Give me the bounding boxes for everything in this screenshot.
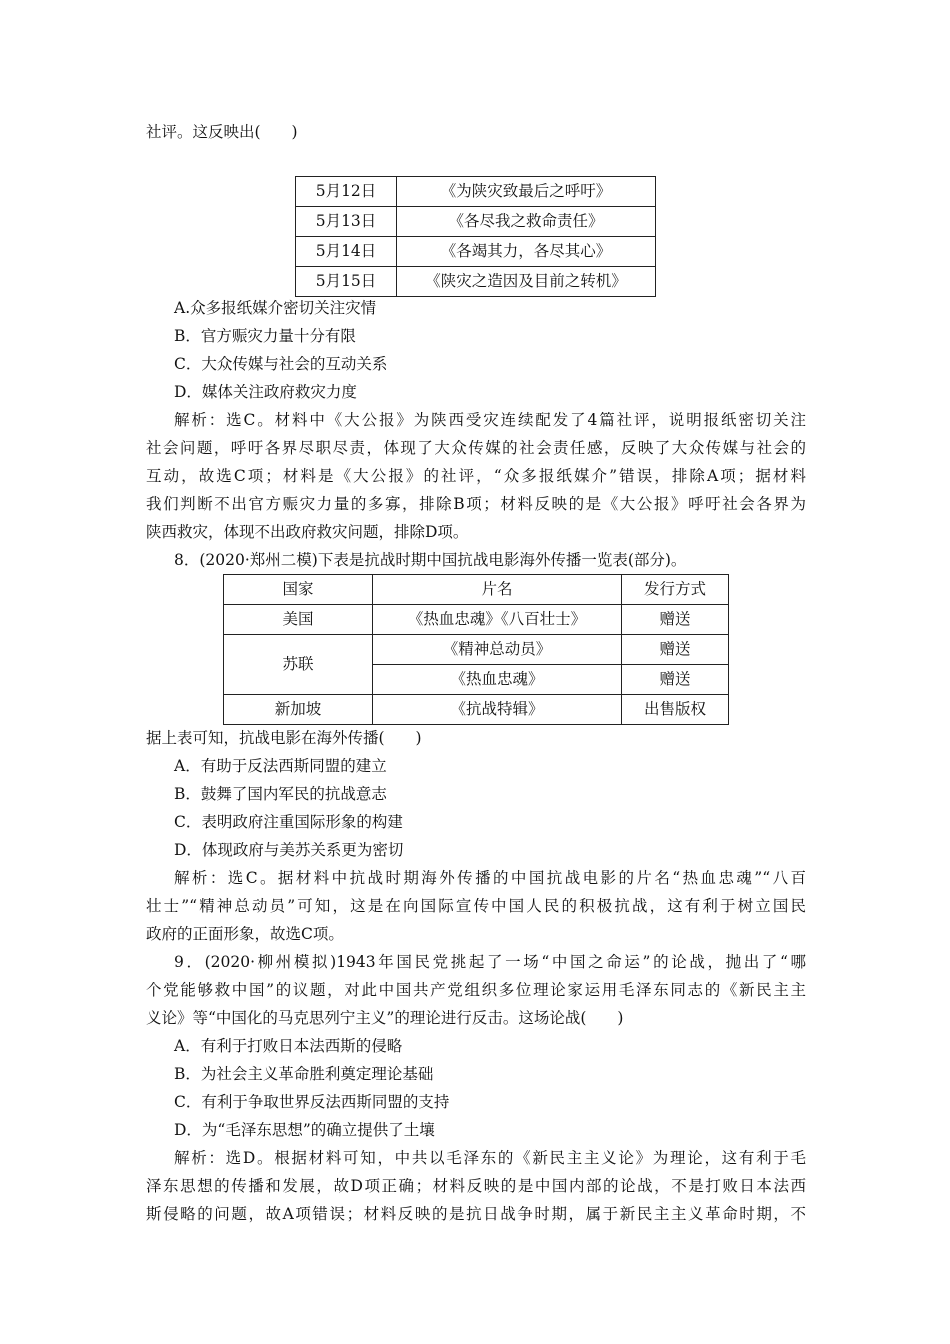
- q7-option-c: C．大众传媒与社会的互动关系: [174, 355, 388, 373]
- q9-stem-line: 义论》等“中国化的马克思列宁主义”的理论进行反击。这场论战( ): [146, 1009, 624, 1027]
- q8-method-cell: 出售版权: [622, 695, 729, 725]
- q9-analysis-line: 解析：选D。根据材料可知，中共以毛泽东的《新民主主义论》为理论，这有利于毛: [174, 1149, 806, 1167]
- q8-method-cell: 赠送: [622, 665, 729, 695]
- q8-analysis-line: 壮士”“精神总动员”可知，这是在向国际宣传中国人民的积极抗战，这有利于树立国民: [146, 897, 806, 915]
- q8-method-cell: 赠送: [622, 605, 729, 635]
- table-row: [296, 267, 656, 297]
- q7-option-a: A.众多报纸媒介密切关注灾情: [174, 299, 377, 317]
- table-row: [224, 635, 729, 665]
- q7-stem-tail: 社评。这反映出( ): [146, 123, 298, 141]
- q7-title-cell: 《为陕灾致最后之呼吁》: [397, 177, 656, 207]
- table-row: [296, 237, 656, 267]
- q7-title-cell: 《各竭其力，各尽其心》: [397, 237, 656, 267]
- q8-table: [223, 574, 729, 725]
- q7-title-cell: 《各尽我之救命责任》: [397, 207, 656, 237]
- table-row: [224, 695, 729, 725]
- q9-stem-line: 个党能够救中国”的议题，对此中国共产党组织多位理论家运用毛泽东同志的《新民主主: [146, 981, 806, 999]
- q7-analysis-line: 解析：选C。材料中《大公报》为陕西受灾连续配发了4篇社评，说明报纸密切关注: [174, 411, 806, 429]
- q9-stem-line: 9．(2020·柳州模拟)1943年国民党挑起了一场“中国之命运”的论战，抛出了“哪: [174, 953, 806, 971]
- q7-analysis-line: 互动，故选C项；材料是《大公报》的社评，“众多报纸媒介”错误，排除A项；据材料: [146, 467, 806, 485]
- q8-country-cell: 新加坡: [224, 695, 373, 725]
- q7-analysis-line: 社会问题，呼吁各界尽职尽责，体现了大众传媒的社会责任感，反映了大众传媒与社会的: [146, 439, 806, 457]
- q9-analysis-line: 泽东思想的传播和发展，故D项正确；材料反映的是中国内部的论战，不是打败日本法西: [146, 1177, 806, 1195]
- q8-analysis-line: 解析：选C。据材料中抗战时期海外传播的中国抗战电影的片名“热血忠魂”“八百: [174, 869, 806, 887]
- q8-method-cell: 赠送: [622, 635, 729, 665]
- q8-option-d: D．体现政府与美苏关系更为密切: [174, 841, 404, 859]
- q9-option-c: C．有利于争取世界反法西斯同盟的支持: [174, 1093, 450, 1111]
- q7-analysis-line: 陕西救灾，体现不出政府救灾问题，排除D项。: [146, 523, 469, 541]
- q7-date-cell: 5月14日: [296, 237, 397, 267]
- table-row: [224, 605, 729, 635]
- q8-header-film: 片名: [373, 575, 622, 605]
- q8-film-cell: 《热血忠魂》: [373, 665, 622, 695]
- table-row: [296, 207, 656, 237]
- q7-date-cell: 5月12日: [296, 177, 397, 207]
- q9-option-a: A．有利于打败日本法西斯的侵略: [174, 1037, 403, 1055]
- q8-option-b: B．鼓舞了国内军民的抗战意志: [174, 785, 387, 803]
- q8-country-cell: 美国: [224, 605, 373, 635]
- q8-analysis-line: 政府的正面形象，故选C项。: [146, 925, 344, 943]
- q7-analysis-line: 我们判断不出官方赈灾力量的多寡，排除B项；材料反映的是《大公报》呼吁社会各界为: [146, 495, 806, 513]
- q8-header-country: 国家: [224, 575, 373, 605]
- q8-question: 据上表可知，抗战电影在海外传播( ): [146, 729, 422, 747]
- q7-date-cell: 5月13日: [296, 207, 397, 237]
- q8-film-cell: 《抗战特辑》: [373, 695, 622, 725]
- q7-option-d: D．媒体关注政府救灾力度: [174, 383, 357, 401]
- q9-option-d: D．为“毛泽东思想”的确立提供了土壤: [174, 1121, 435, 1139]
- q8-film-cell: 《精神总动员》: [373, 635, 622, 665]
- q9-option-b: B．为社会主义革命胜利奠定理论基础: [174, 1065, 434, 1083]
- table-header-row: [224, 575, 729, 605]
- q7-title-cell: 《陕灾之造因及目前之转机》: [397, 267, 656, 297]
- q8-stem: 8．(2020·郑州二模)下表是抗战时期中国抗战电影海外传播一览表(部分)。: [174, 551, 687, 569]
- q9-analysis-line: 斯侵略的问题，故A项错误；材料反映的是抗日战争时期，属于新民主主义革命时期，不: [146, 1205, 806, 1223]
- table-row: [296, 177, 656, 207]
- q8-option-c: C．表明政府注重国际形象的构建: [174, 813, 403, 831]
- q7-table: [295, 176, 656, 297]
- q8-country-cell: 苏联: [224, 635, 373, 695]
- q8-option-a: A．有助于反法西斯同盟的建立: [174, 757, 387, 775]
- q8-film-cell: 《热血忠魂》《八百壮士》: [373, 605, 622, 635]
- q8-header-method: 发行方式: [622, 575, 729, 605]
- q7-option-b: B．官方赈灾力量十分有限: [174, 327, 356, 345]
- q7-date-cell: 5月15日: [296, 267, 397, 297]
